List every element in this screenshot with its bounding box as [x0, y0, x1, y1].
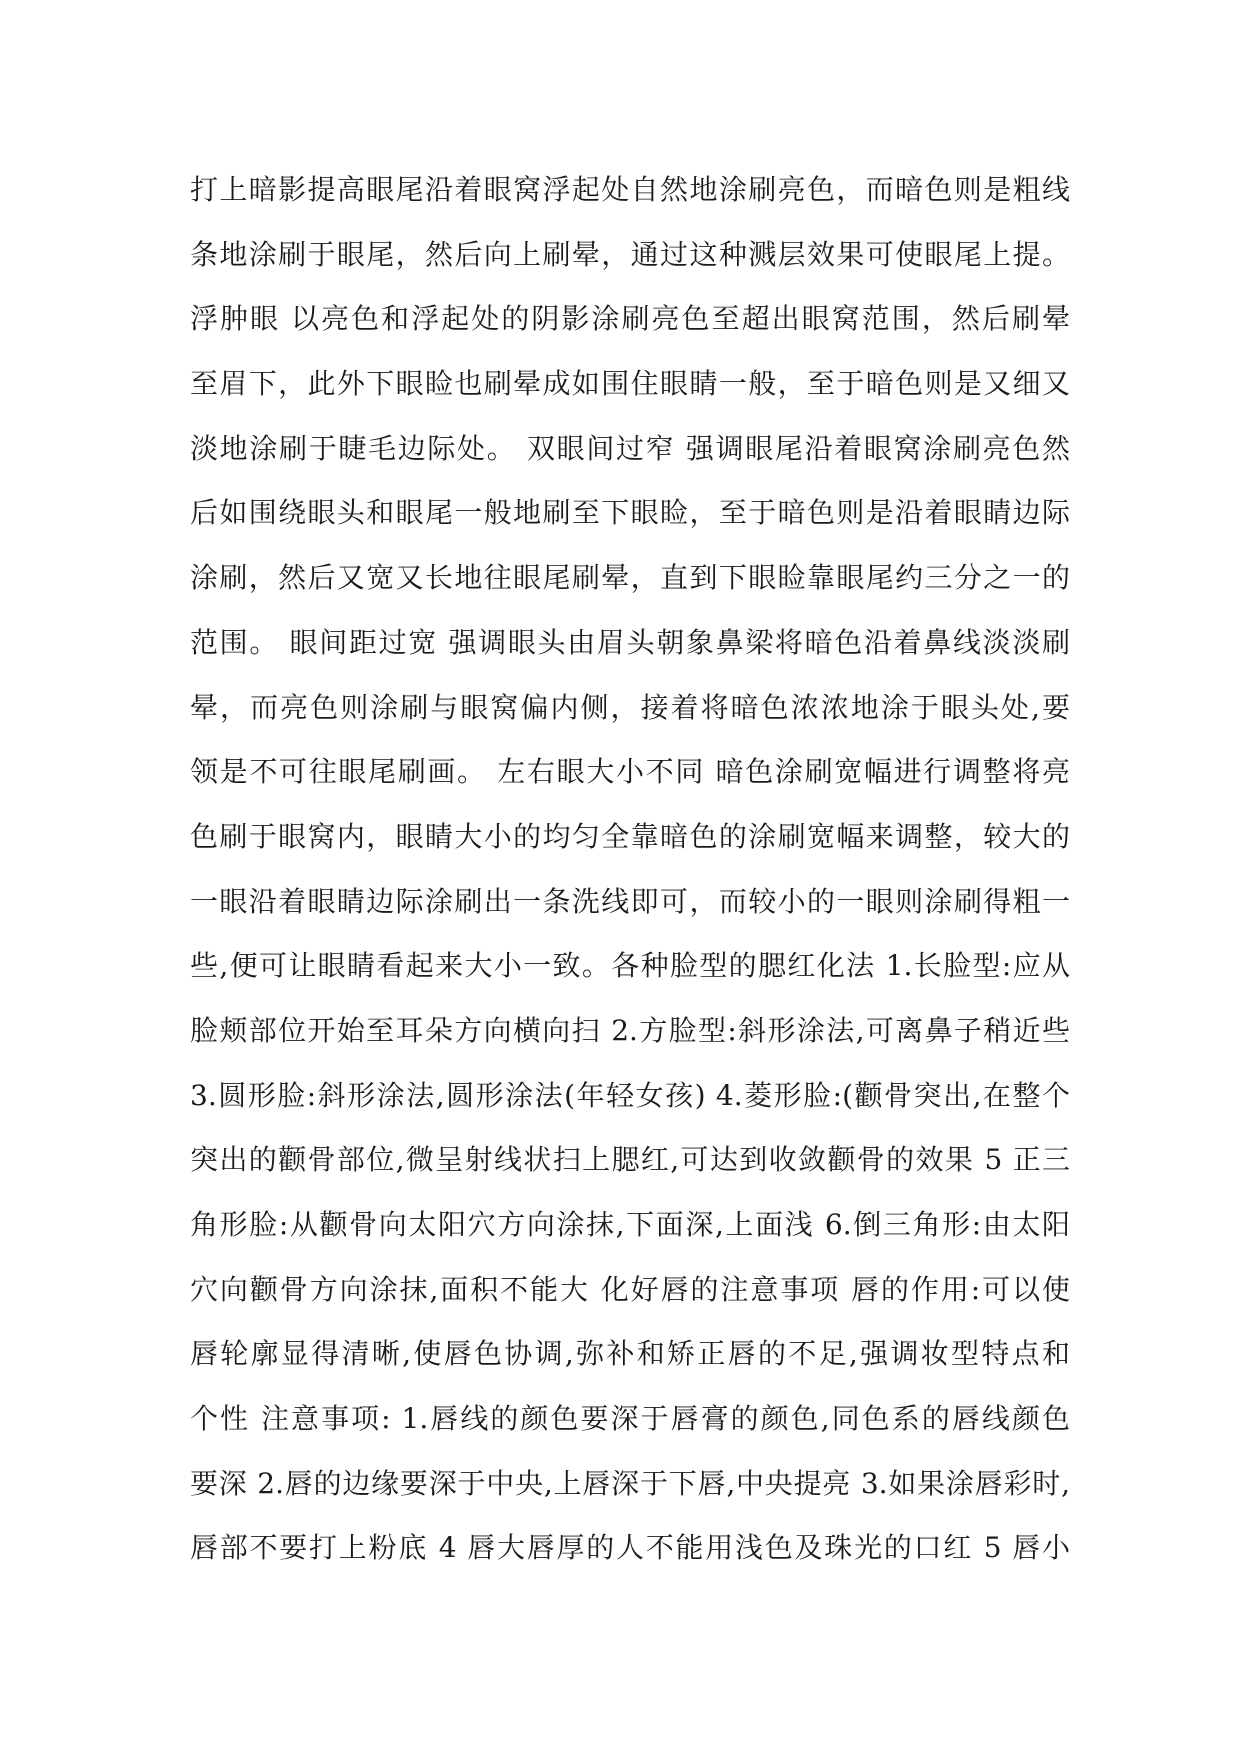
text-line: 色刷于眼窝内，眼睛大小的均匀全靠暗色的涂刷宽幅来调整，较大的: [190, 819, 1070, 853]
text-line: 脸颊部位开始至耳朵方向横向扫 2.方脸型:斜形涂法,可离鼻子稍近些: [190, 1013, 1070, 1047]
text-line: 3.圆形脸:斜形涂法,圆形涂法(年轻女孩) 4.菱形脸:(颧骨突出,在整个: [190, 1078, 1070, 1112]
text-line: 条地涂刷于眼尾，然后向上刷晕，通过这种溅层效果可使眼尾上提。: [190, 237, 1070, 271]
text-line: 至眉下，此外下眼睑也刷晕成如围住眼睛一般，至于暗色则是又细又: [190, 367, 1070, 401]
text-line: 个性 注意事项: 1.唇线的颜色要深于唇膏的颜色,同色系的唇线颜色: [190, 1402, 1070, 1436]
text-line: 领是不可往眼尾刷画。 左右眼大小不同 暗色涂刷宽幅进行调整将亮: [190, 755, 1070, 789]
text-line: 唇部不要打上粉底 4 唇大唇厚的人不能用浅色及珠光的口红 5 唇小: [190, 1531, 1070, 1565]
body-text: [190, 158, 1070, 1581]
text-line: 些,便可让眼睛看起来大小一致。各种脸型的腮红化法 1.长脸型:应从: [190, 949, 1070, 983]
text-line: 唇轮廓显得清晰,使唇色协调,弥补和矫正唇的不足,强调妆型特点和: [190, 1337, 1070, 1371]
text-line: 穴向颧骨方向涂抹,面积不能大 化好唇的注意事项 唇的作用:可以使: [190, 1272, 1070, 1306]
text-line: 打上暗影提高眼尾沿着眼窝浮起处自然地涂刷亮色，而暗色则是粗线: [190, 173, 1070, 206]
text-line: 一眼沿着眼睛边际涂刷出一条洗线即可，而较小的一眼则涂刷得粗一: [190, 884, 1070, 918]
text-line: 范围。 眼间距过宽 强调眼头由眉头朝象鼻梁将暗色沿着鼻线淡淡刷: [190, 625, 1070, 659]
text-line: 后如围绕眼头和眼尾一般地刷至下眼睑，至于暗色则是沿着眼睛边际: [190, 496, 1070, 530]
text-line: 突出的颧骨部位,微呈射线状扫上腮红,可达到收敛颧骨的效果 5 正三: [190, 1143, 1070, 1177]
text-line: 要深 2.唇的边缘要深于中央,上唇深于下唇,中央提亮 3.如果涂唇彩时,: [190, 1466, 1070, 1500]
text-line: 角形脸:从颧骨向太阳穴方向涂抹,下面深,上面浅 6.倒三角形:由太阳: [190, 1208, 1070, 1241]
text-line: 浮肿眼 以亮色和浮起处的阴影涂刷亮色至超出眼窝范围，然后刷晕: [190, 302, 1070, 336]
text-line: 淡地涂刷于睫毛边际处。 双眼间过窄 强调眼尾沿着眼窝涂刷亮色然: [190, 431, 1070, 465]
text-line: 涂刷，然后又宽又长地往眼尾刷晕，直到下眼睑靠眼尾约三分之一的: [190, 561, 1070, 595]
text-line: 晕，而亮色则涂刷与眼窝偏内侧，接着将暗色浓浓地涂于眼头处,要: [190, 690, 1070, 724]
